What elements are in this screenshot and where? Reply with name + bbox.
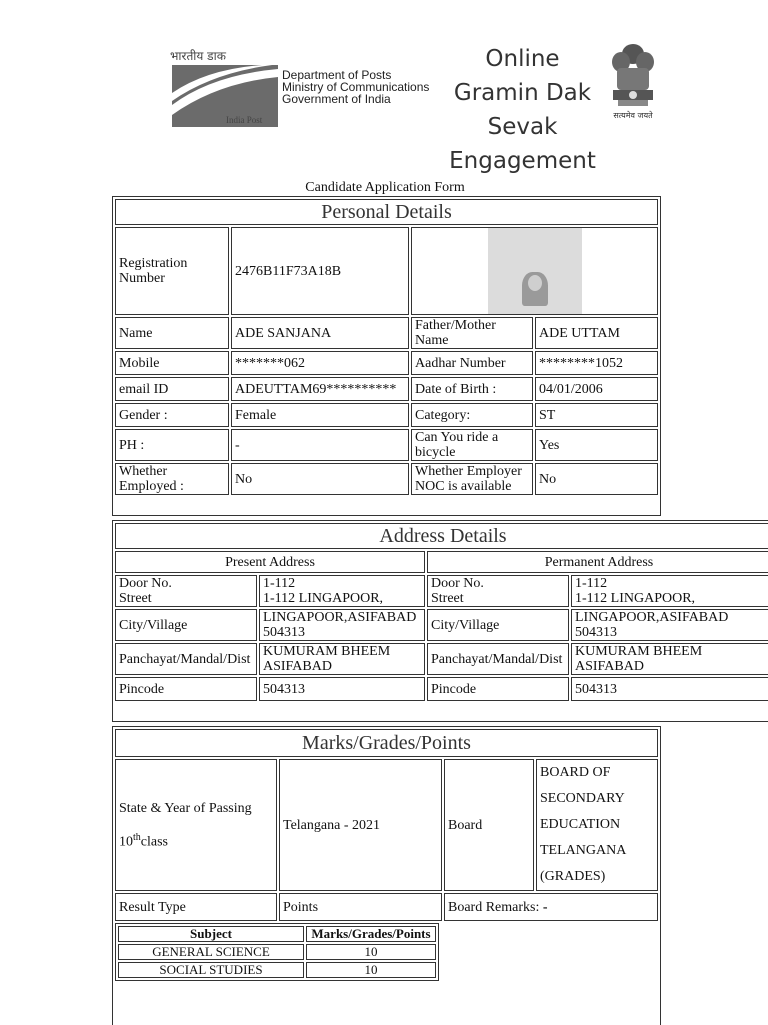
subject-marks-table <box>115 923 439 981</box>
board-remarks-value: - <box>542 899 548 915</box>
permanent-city: LINGAPOOR,ASIFABAD <box>575 610 729 625</box>
permanent-address-header: Permanent Address <box>427 551 768 573</box>
permanent-pmd-value <box>571 643 768 675</box>
present-city-label: City/Village <box>115 609 257 641</box>
class-sup: th <box>133 831 141 843</box>
title-line: Sevak <box>487 114 558 140</box>
permanent-door-street-value <box>571 575 768 607</box>
email-value: ADEUTTAM69********** <box>231 377 409 401</box>
dob-value: 04/01/2006 <box>535 377 658 401</box>
board-label: Board <box>444 759 534 891</box>
logo-caption: India Post <box>226 115 263 125</box>
result-type-label: Result Type <box>115 893 277 921</box>
subject-name: GENERAL SCIENCE <box>118 944 304 960</box>
subject-name: SOCIAL STUDIES <box>118 962 304 978</box>
gender-label: Gender : <box>115 403 229 427</box>
logo-hindi-text: भारतीय डाक <box>170 49 226 63</box>
noc-value: No <box>535 463 658 495</box>
dept-line: Government of India <box>282 92 391 106</box>
page-title <box>440 42 605 178</box>
subject-value: 10 <box>306 962 436 978</box>
registration-value: 2476B11F73A18B <box>231 227 409 315</box>
aadhar-label: Aadhar Number <box>411 351 533 375</box>
category-label: Category: <box>411 403 533 427</box>
permanent-pincode-value: 504313 <box>571 677 768 701</box>
present-pmd-line: KUMURAM BHEEM <box>263 644 391 659</box>
state-year-label: State & Year of Passing <box>119 800 252 816</box>
door-label: Door No. <box>431 576 484 591</box>
present-pmd-value <box>259 643 425 675</box>
name-label: Name <box>115 317 229 349</box>
title-line: Online <box>485 46 560 72</box>
dept-line: Department of Posts <box>282 68 392 82</box>
subject-value: 10 <box>306 944 436 960</box>
noc-label: Whether Employer NOC is available <box>411 463 533 495</box>
board-line: BOARD OF <box>540 765 611 780</box>
table-row <box>118 962 436 978</box>
street-label: Street <box>431 591 464 606</box>
emblem-motto: सत्यमेव जयते <box>613 111 653 120</box>
dob-label: Date of Birth : <box>411 377 533 401</box>
category-value: ST <box>535 403 658 427</box>
address-details-frame <box>112 520 768 722</box>
street-label: Street <box>119 591 152 606</box>
registration-label: Registration Number <box>115 227 229 315</box>
present-pincode-value: 504313 <box>259 677 425 701</box>
national-emblem <box>606 40 660 122</box>
door-label: Door No. <box>119 576 172 591</box>
bicycle-value: Yes <box>535 429 658 461</box>
parent-label: Father/Mother Name <box>411 317 533 349</box>
board-line: (GRADES) <box>540 869 606 884</box>
present-address-header: Present Address <box>115 551 425 573</box>
candidate-photo-cell <box>411 227 658 315</box>
mobile-label: Mobile <box>115 351 229 375</box>
permanent-pincode-label: Pincode <box>427 677 569 701</box>
employed-value: No <box>231 463 409 495</box>
marks-details-frame <box>112 726 661 1025</box>
board-line: SECONDARY <box>540 791 625 806</box>
address-details-table <box>113 521 768 703</box>
parent-value: ADE UTTAM <box>535 317 658 349</box>
employed-label: Whether Employed : <box>115 463 229 495</box>
permanent-pmd-line: ASIFABAD <box>575 659 644 674</box>
ph-value: - <box>231 429 409 461</box>
name-value: ADE SANJANA <box>231 317 409 349</box>
board-line: EDUCATION <box>540 817 621 832</box>
permanent-door-street-label <box>427 575 569 607</box>
bicycle-label: Can You ride a bicycle <box>411 429 533 461</box>
india-post-logo <box>150 45 440 127</box>
permanent-city-label: City/Village <box>427 609 569 641</box>
class-num: 10 <box>119 834 133 850</box>
state-year-value: Telangana - 2021 <box>279 759 442 891</box>
personal-details-table <box>113 197 660 497</box>
ph-label: PH : <box>115 429 229 461</box>
mgp-header: Marks/Grades/Points <box>306 926 436 942</box>
permanent-city-value <box>571 609 768 641</box>
title-line: Gramin Dak <box>453 80 592 106</box>
class-label <box>119 830 273 850</box>
permanent-pmd-line: KUMURAM BHEEM <box>575 644 703 659</box>
result-type-value: Points <box>279 893 442 921</box>
board-line: TELANGANA <box>540 843 627 858</box>
state-year-label-cell <box>115 759 277 891</box>
title-line: Engagement <box>449 148 596 174</box>
class-word: class <box>140 834 168 850</box>
national-emblem-icon <box>606 40 660 110</box>
gender-value: Female <box>231 403 409 427</box>
section-title-address: Address Details <box>115 523 768 549</box>
present-door-street-label <box>115 575 257 607</box>
dept-line: Ministry of Communications <box>282 80 430 94</box>
present-city-pin: 504313 <box>263 625 305 640</box>
email-label: email ID <box>115 377 229 401</box>
present-door: 1-112 <box>263 576 296 591</box>
subject-header: Subject <box>118 926 304 942</box>
section-title-marks: Marks/Grades/Points <box>115 729 658 757</box>
permanent-pmd-label: Panchayat/Mandal/Dist <box>427 643 569 675</box>
aadhar-value: ********1052 <box>535 351 658 375</box>
present-door-street-value <box>259 575 425 607</box>
present-pmd-line: ASIFABAD <box>263 659 332 674</box>
personal-details-frame <box>112 196 661 516</box>
present-pincode-label: Pincode <box>115 677 257 701</box>
board-remarks-label: Board Remarks: <box>448 899 540 915</box>
board-remarks-cell <box>444 893 658 921</box>
form-title: Candidate Application Form <box>305 180 465 195</box>
section-title-personal: Personal Details <box>115 199 658 225</box>
present-street: 1-112 LINGAPOOR, <box>263 591 384 606</box>
present-city: LINGAPOOR,ASIFABAD <box>263 610 417 625</box>
permanent-door: 1-112 <box>575 576 608 591</box>
present-city-value <box>259 609 425 641</box>
department-lines <box>282 69 429 105</box>
table-row <box>118 944 436 960</box>
marks-details-table <box>113 727 660 923</box>
candidate-photo <box>488 228 582 314</box>
board-value <box>536 759 658 891</box>
permanent-street: 1-112 LINGAPOOR, <box>575 591 696 606</box>
mobile-value: *******062 <box>231 351 409 375</box>
present-pmd-label: Panchayat/Mandal/Dist <box>115 643 257 675</box>
permanent-city-pin: 504313 <box>575 625 617 640</box>
